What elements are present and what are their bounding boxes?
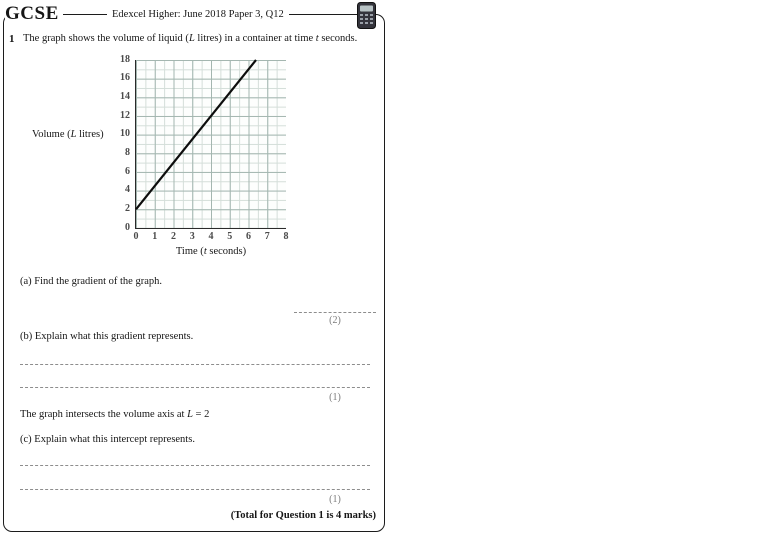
var-L: L	[188, 33, 195, 44]
x-tick: 7	[264, 231, 270, 242]
var-t: t	[203, 246, 207, 257]
var-L: L	[70, 129, 77, 140]
part-c	[20, 434, 195, 445]
part-c-label: (c)	[20, 434, 32, 445]
x-tick: 5	[227, 231, 233, 242]
plotted-line	[136, 60, 256, 209]
gcse-logo: GCSE	[5, 3, 63, 25]
x-tick: 6	[245, 231, 251, 242]
y-tick: 4	[125, 184, 130, 196]
y-tick: 8	[125, 146, 130, 158]
y-tick: 2	[125, 202, 130, 214]
marks-c: (1)	[329, 494, 341, 505]
question-number: 1	[9, 33, 15, 45]
total-marks: (Total for Question 1 is 4 marks)	[230, 510, 376, 521]
var-L: L	[187, 409, 193, 420]
part-a-text: Find the gradient of the graph.	[34, 276, 162, 287]
part-a	[20, 276, 162, 287]
answer-line-b2	[20, 375, 370, 388]
intercept-note-text: The graph intersects the volume axis at	[20, 409, 188, 420]
paper-title: Edexcel Higher: June 2018 Paper 3, Q12	[107, 9, 289, 20]
y-axis-label-text: Volume (	[32, 129, 71, 140]
intro-text: The graph shows the volume of liquid (	[23, 33, 189, 44]
x-axis-ticks	[127, 231, 296, 242]
y-tick: 0	[125, 221, 130, 233]
x-axis-label	[136, 246, 286, 257]
plot-area	[135, 60, 286, 229]
y-axis-label-text: litres)	[76, 129, 104, 140]
x-tick: 4	[208, 231, 214, 242]
intercept-note-text: = 2	[192, 409, 210, 420]
intercept-note	[20, 409, 209, 420]
x-tick: 3	[189, 231, 195, 242]
marks-b: (1)	[329, 392, 341, 403]
x-axis-label-text: seconds)	[206, 246, 247, 257]
answer-line-c1	[20, 453, 370, 466]
part-b	[20, 331, 193, 342]
part-a-label: (a)	[20, 276, 32, 287]
x-tick: 8	[283, 231, 289, 242]
part-b-label: (b)	[20, 331, 33, 342]
answer-line-a	[294, 300, 376, 313]
part-c-text: Explain what this intercept represents.	[34, 434, 195, 445]
marks-a: (2)	[329, 315, 341, 326]
answer-line-c2	[20, 477, 370, 490]
x-tick: 0	[133, 231, 139, 242]
intro-text: seconds.	[318, 33, 358, 44]
answer-line-b1	[20, 352, 370, 365]
y-tick: 18	[120, 53, 130, 65]
x-axis-label-text: Time (	[175, 246, 204, 257]
y-tick: 10	[120, 128, 130, 140]
y-tick: 16	[120, 72, 130, 84]
y-tick: 6	[125, 165, 130, 177]
y-tick: 14	[120, 91, 130, 102]
y-axis-label	[32, 129, 104, 140]
question-intro	[23, 33, 357, 44]
part-b-text: Explain what this gradient represents.	[34, 331, 194, 342]
var-t: t	[315, 33, 319, 44]
y-tick: 12	[120, 109, 130, 121]
y-axis-ticks	[102, 51, 130, 238]
x-tick: 1	[152, 231, 158, 242]
intro-text: litres) in a container at time	[194, 33, 316, 44]
calculator-icon	[357, 2, 376, 29]
x-tick: 2	[170, 231, 176, 242]
